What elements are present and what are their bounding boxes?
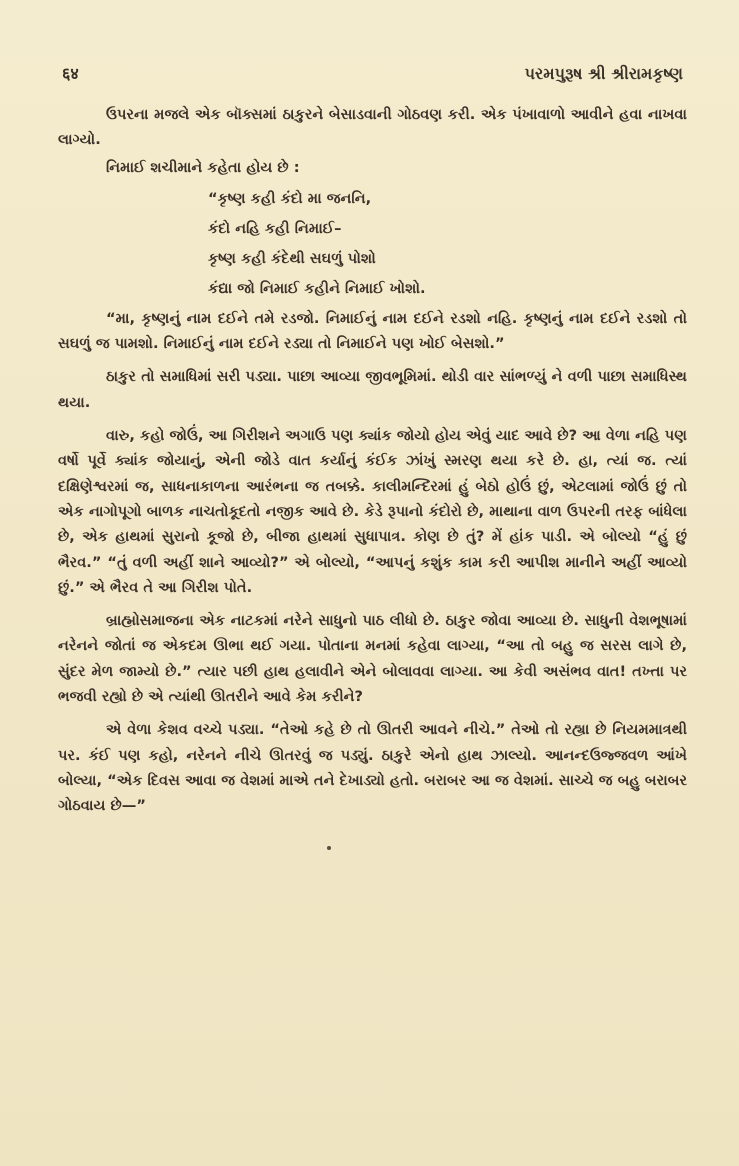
verse-line: કૃષ્ણ કહી કંદેથી સઘળું પોશો [208,249,376,267]
body-text [58,102,687,819]
verse-line: કંદો નહિ કહી નિમાઈ– [208,219,342,237]
verse-line: કંદ્યા જો નિમાઈ કહીને નિમાઈ ખોશો. [208,279,426,297]
page-number: ६४ [62,64,79,83]
paragraph-naren-drama: બ્રાહ્મોસમાજના એક નાટકમાં નરેને સાધુનો પાઠ લીધો છે. ઠાકુર જોવા આવ્યા છે. સાધુની વેશભૂષામાં નરેનને જોતાં જ એકદમ ઊભા થઈ ગયા. પોતાના મનમાં કહેવા લાગ્યા, “આ તો બહુ જ સરસ લાગે છે, સુંદર મેળ જામ્યો છે.” ત્યાર પછી હાથ હલાવીને એને બોલાવવા લાગ્યા. આ કેવી અસંભવ વાત! તખ્તા પર ભજવી રહ્યો છે એ ત્યાંથી ઊતરીને આવે કેમ કરીને? [58,612,687,706]
paragraph-girish-bhairav: વારુ, કહો જોઉં, આ ગિરીશને અગાઉ પણ ક્યાંક જોયો હોય એવું યાદ આવે છે? આ વેળા નહિ પણ વર્ષો પૂર્વે ક્યાંક જોયાનું, એની જોડે વાત કર્યાનું કંઈક ઝાંખું સ્મરણ થયા કરે છે. હા, ત્યાં જ. ત્યાં દક્ષિણેશ્વરમાં જ, સાધનાકાળના આરંભના જ તબક્કે. કાલીમન્દિરમાં હું બેઠો હોઉં છું, એટલામાં જોઉં છું તો એક નાગોપૂગો બાળક નાચતોકૂદતો નજીક આવે છે. કેડે રૂપાનો કંદોરો છે, માથાના વાળ ઉપરની તરફ બાંધેલા છે, એક હાથમાં સુરાનો કૂજો છે, બીજા હાથમાં સુધાપાત્ર. કોણ છે તું? મેં હાંક પાડી. એ બોલ્યો “હું છું ભૈરવ.” “તું વળી અહીં શાને આવ્યો?” એ બોલ્યો, “આપનું કશુંક કામ કરી આપીશ માનીને અહીં આવ્યો છું.” એ ભૈરવ તે આ ગિરીશ પોતે. [58,427,687,596]
verse-block [58,184,687,304]
running-head: પરમપુરૂષ શ્રી શ્રીરામકૃષ્ણ [524,64,683,83]
paragraph-keshav: એ વેળા કેશવ વચ્ચે પડ્યા. “તેઓ કહે છે તો ઊતરી આવને નીચે.” તેઓ તો રહ્યા છે નિયમમાત્રથી પર. કંઈ પણ કહો, નરેનને નીચે ઊતરવું જ પડ્યું. ઠાકુરે એનો હાથ ઝાલ્યો. આનન્દઉજ્જવળ આંખે બોલ્યા, “એક દિવસ આવા જ વેશમાં માએ તને દેખાડ્યો હતો. બરાબર આ જ વેશમાં. સાચ્ચે જ બહુ બરાબર ગોઠવાય છે—” [58,721,687,815]
paragraph-samadhi: ઠાકુર તો સમાધિમાં સરી પડ્યા. પાછા આવ્યા જીવભૂમિમાં. થોડી વાર સાંભળ્યું ને વળી પાછા સમાધિસ્થ થયા. [58,368,687,411]
page-header [58,62,687,102]
print-dot-mark [327,846,331,850]
paragraph-box-seating: ઉપરના મજલે એક બૉક્સમાં ઠાકુરને બેસાડવાની ગોઠવણ કરી. એક પંખાવાળો આવીને હવા નાખવા લાગ્યો. [58,106,687,149]
paragraph-nimai-intro: નિમાઈ શચીમાને કહેતા હોય છે : [106,158,300,176]
paragraph-krishna-name: “મા, કૃષ્ણનું નામ દઈને તમે રડજો. નિમાઈનું નામ દઈને રડશો નહિ. કૃષ્ણનું નામ દઈને રડશો તો સઘળું જ પામશો. નિમાઈનું નામ દઈને રડ્યા તો નિમાઈને પણ ખોઈ બેસશો.” [58,309,687,353]
verse-line: “કૃષ્ણ કહી કંદો મા જનનિ, [208,189,372,207]
